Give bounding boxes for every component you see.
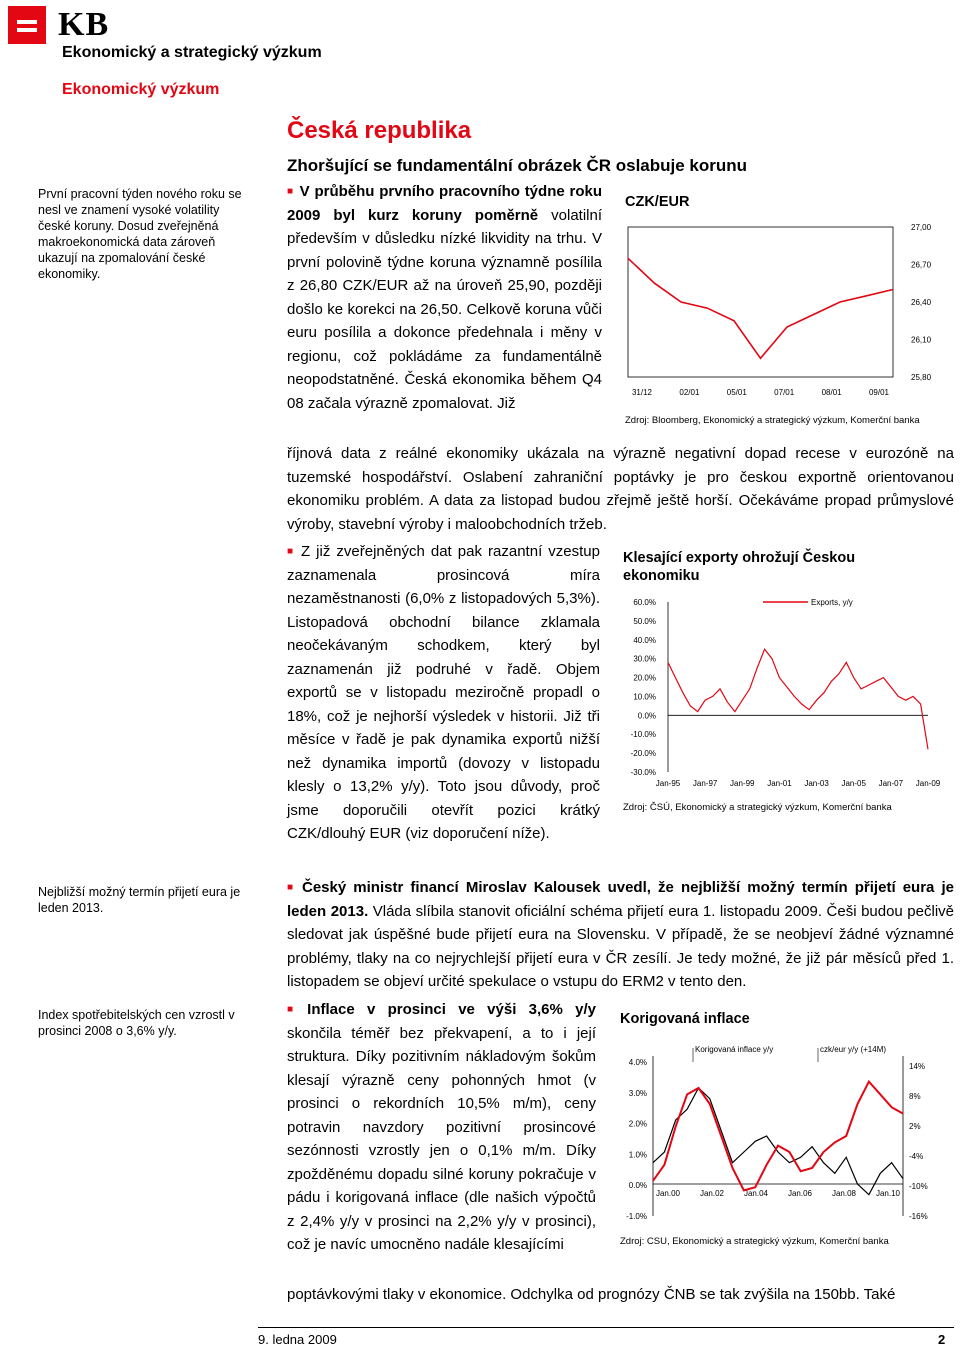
exports-y-tick: 30.0% <box>633 654 656 664</box>
czk-plot-area <box>628 223 932 397</box>
exports-y-tick: -20.0% <box>630 749 656 759</box>
subdepartment-name: Ekonomický výzkum <box>62 81 220 98</box>
department-name: Ekonomický a strategický výzkum <box>62 44 322 61</box>
exports-y-tick: 10.0% <box>633 692 656 702</box>
page-number: 2 <box>938 1332 946 1347</box>
inflation-czk-series-line <box>653 1088 903 1195</box>
sidebar-note-volatility: První pracovní týden nového roku se nesl ve znamení vysoké volatility české koruny. Dosud zveřejněná makroekonomická data zároveň ukazují na zpomalování české ekonomiky. <box>38 187 242 281</box>
czk-y-tick: 25,80 <box>911 373 932 382</box>
czk-x-tick: 07/01 <box>774 388 795 397</box>
exports-x-tick: Jan-07 <box>878 779 904 788</box>
bullet-icon: ■ <box>287 546 295 557</box>
inflation-y-tick-left: 1.0% <box>628 1150 647 1160</box>
inflation-y-tick-left: -1.0% <box>626 1212 647 1221</box>
czk-chart-source: Zdroj: Bloomberg, Ekonomický a strategický výzkum, Komerční banka <box>625 415 920 426</box>
czk-y-tick: 26,70 <box>911 260 932 270</box>
czk-x-tick: 31/12 <box>631 388 653 397</box>
exports-x-tick: Jan-99 <box>730 779 755 788</box>
bullet-icon: ■ <box>287 186 294 197</box>
paragraph-4-body: skončila téměř bez překvapení, a to i její struktura. Díky pozitivním nákladovým šokům klesají výrazně ceny pohonných hmot (v prosinci o rekordních 10,5% m/m), ceny potravin navzdory pozitivní prosincové sezónnosti vzrostly jen o 0,1% m/m. Díky zpožděnému dopadu silné koruny pokračuje v pádu i korigovaná inflace (dle našich výpočtů z 2,4% y/y v prosinci na 2,2% y/y v prosinci), což je navíc umocněno nadále klesajícími <box>287 1024 596 1253</box>
czk-x-tick: 08/01 <box>821 388 842 397</box>
inflation-y-tick-right: 14% <box>909 1062 926 1071</box>
inflation-y-tick-right: -16% <box>909 1212 928 1221</box>
kb-logo-text: KB <box>58 6 110 43</box>
exports-chart <box>618 590 948 795</box>
inflation-core-series-line <box>653 1082 903 1191</box>
section-title: Česká republika <box>287 117 472 144</box>
inflation-y-tick-right: 2% <box>909 1122 921 1131</box>
paragraph-2-body: Z již zveřejněných dat pak razantní vzestup zaznamenala prosincová míra nezaměstnanosti (6,0% z listopadových 5,3%). Listopadová obchodní bilance zklamala neočekávaným schodkem, který byl zaznamenán již podruhé v řadě. Objem exportů se v listopadu meziročně propadl o 18%, což je nejhorší výsledek v historii. Již tři měsíce v řadě je pak dynamika exportů nižší než dynamika importů (dovozy v listopadu klesly o 13,2% y/y). Toto jsou důvody, proč jsme doporučili otevřít pozici krátký CZK/dlouhý EUR (viz doporučení níže). <box>287 543 600 842</box>
kb-logo-mark <box>8 6 46 44</box>
exports-x-tick: Jan-05 <box>841 779 866 788</box>
inflation-x-tick: Jan.02 <box>699 1189 725 1198</box>
czk-y-tick: 27,00 <box>911 223 932 232</box>
inflation-x-tick: Jan.10 <box>875 1189 901 1198</box>
inflation-x-tick: Jan.04 <box>743 1189 769 1198</box>
exports-chart-title: Klesající exporty ohrožují Českou ekonomiku <box>623 550 856 584</box>
paragraph-3-lead: Český ministr financí Miroslav Kalousek uvedl, že nejbližší možný termín přijetí eura je leden 2013. <box>287 879 954 920</box>
exports-y-tick: 60.0% <box>633 598 656 607</box>
exports-x-tick: Jan-97 <box>692 779 718 788</box>
sidebar-note-cpi: Index spotřebitelských cen vzrostl v prosinci 2008 o 3,6% y/y. <box>38 1008 235 1038</box>
exports-y-tick: 40.0% <box>633 635 656 645</box>
exports-y-tick: -10.0% <box>630 730 656 740</box>
czk-frame <box>628 227 893 377</box>
czk-y-tick: 26,10 <box>911 335 932 345</box>
inflation-y-tick-left: 4.0% <box>628 1058 647 1067</box>
inflation-chart-title: Korigovaná inflace <box>620 1011 750 1027</box>
inflation-legend-label-core: Korigovaná inflace y/y <box>695 1045 774 1054</box>
bullet-icon: ■ <box>287 882 296 893</box>
footer-date: 9. ledna 2009 <box>258 1332 337 1347</box>
paragraph-4-lead: Inflace v prosinci ve výši 3,6% y/y <box>307 1001 596 1018</box>
exports-series-line <box>668 649 928 749</box>
inflation-y-tick-left: 3.0% <box>628 1088 647 1098</box>
czk-series-line <box>628 258 893 358</box>
inflation-y-tick-right: -10% <box>909 1182 928 1191</box>
exports-y-tick: 0.0% <box>637 711 656 721</box>
exports-x-tick: Jan-09 <box>915 779 941 788</box>
exports-y-tick: -30.0% <box>630 768 656 777</box>
bullet-icon: ■ <box>287 1004 302 1015</box>
exports-y-tick: 50.0% <box>633 616 656 626</box>
exports-x-tick: Jan-01 <box>767 779 792 788</box>
sidebar-note-euro: Nejbližší možný termín přijetí eura je leden 2013. <box>38 885 241 915</box>
inflation-legend-label-czk: czk/eur y/y (+14M) <box>820 1045 887 1054</box>
czk-chart-title: CZK/EUR <box>625 194 690 210</box>
czk-eur-chart <box>618 212 943 407</box>
exports-chart-source: Zdroj: ČSÚ, Ekonomický a strategický výzkum, Komerční banka <box>623 802 892 813</box>
paragraph-1-narrow <box>287 180 602 415</box>
paragraph-4-narrow <box>287 998 596 1257</box>
paragraph-1-lead: V průběhu prvního pracovního týdne roku 2009 byl kurz koruny poměrně <box>287 183 602 224</box>
inflation-y-tick-left: 0.0% <box>628 1181 647 1191</box>
paragraph-4-wide: poptávkovými tlaky v ekonomice. Odchylka od prognózy ČNB se tak zvýšila na 150bb. Také <box>287 1286 896 1303</box>
inflation-y-tick-right: -4% <box>909 1152 924 1161</box>
paragraph-3-body: Vláda slíbila stanovit oficiální schéma přijetí eura 1. listopadu 2009. Češi budou pečlivě sledovat jak úspěšné bude přijetí eura na Slovensku. V případě, že se neobjeví žádné významné problémy, tlaky na co nejrychlejší přijetí eura v ČR zesílí. Je tedy možné, že již pár měsíců před 1. listopadem se objeví určité spekulace o vstupu do ERM2 v tento den. <box>287 902 954 990</box>
paragraph-3 <box>287 876 954 994</box>
footer-divider <box>258 1327 954 1328</box>
exports-plot-area <box>631 598 941 788</box>
inflation-plot-area <box>626 1045 928 1221</box>
exports-legend-label: Exports, y/y <box>811 598 853 607</box>
paragraph-2 <box>287 540 600 846</box>
exports-x-tick: Jan-95 <box>655 779 681 788</box>
czk-x-tick: 05/01 <box>726 388 747 397</box>
inflation-y-tick-left: 2.0% <box>628 1119 647 1129</box>
exports-y-tick: 20.0% <box>633 673 656 683</box>
exports-x-tick: Jan-03 <box>804 779 829 788</box>
inflation-x-tick: Jan.06 <box>787 1189 813 1198</box>
inflation-chart-source: Zdroj: CSU, Ekonomický a strategický výzkum, Komerční banka <box>620 1236 889 1247</box>
czk-x-tick: 02/01 <box>679 388 700 397</box>
czk-y-tick: 26,40 <box>911 298 932 307</box>
headline: Zhoršující se fundamentální obrázek ČR oslabuje korunu <box>287 156 748 175</box>
paragraph-1-wide: říjnová data z reálné ekonomiky ukázala na výrazně negativní dopad recese v eurozóně na tuzemské hospodářství. Oslabení zahraniční poptávky je pro českou exportně orientovanou ekonomiku problém. A data za listopad budou zřejmě ještě horší. Očekáváme propad průmyslové výroby, stavební výroby i maloobchodních tržeb. <box>287 445 954 533</box>
inflation-y-tick-right: 8% <box>909 1092 921 1101</box>
paragraph-1-body: volatilní především v důsledku nízké likvidity na trhu. V první polovině týdne koruna významně posílila z 26,80 CZK/EUR až na úroveň 25,90, později došlo ke korekci na 26,50. Celkově koruna vůči euru posílila a dokonce předehnala i měny v regionu, což pokládáme za fundamentálně neopodstatněné. Česká ekonomika během Q4 08 začala výrazně zpomalovat. Již <box>287 206 602 412</box>
inflation-x-tick: Jan.00 <box>655 1189 681 1198</box>
inflation-chart <box>618 1036 948 1231</box>
inflation-x-tick: Jan.08 <box>831 1189 857 1198</box>
czk-x-tick: 09/01 <box>868 388 890 397</box>
